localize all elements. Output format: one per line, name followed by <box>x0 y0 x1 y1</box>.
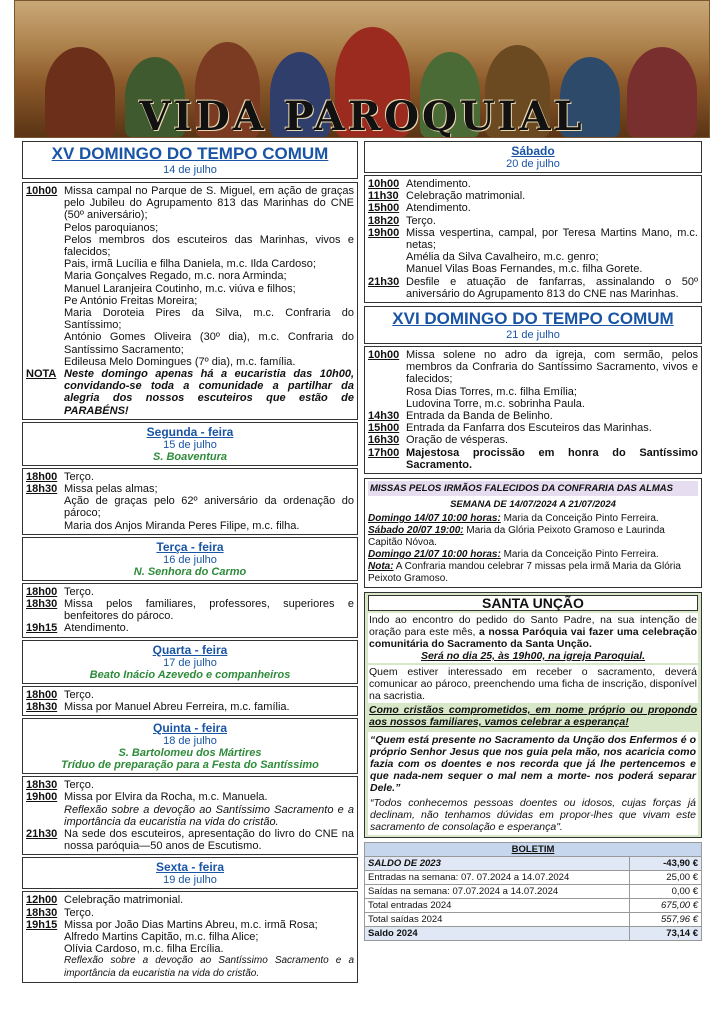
confraria-entry <box>368 525 698 549</box>
entry-label: Nota: <box>368 561 394 573</box>
boletim-title: BOLETIM <box>365 843 702 857</box>
nota-label: NOTA <box>26 368 57 381</box>
text: Missa vespertina, campal, por Teresa Martins Mano, m.c. netas; <box>406 226 698 252</box>
list-item: Pelos membros dos escuteiros das Marinhas, vivos e falecidos; <box>64 233 354 259</box>
schedule-row <box>368 178 698 190</box>
entry-label: Domingo 21/07 10:00 horas: <box>368 549 501 561</box>
time: 18h30 <box>26 483 58 496</box>
text: Terço. <box>64 906 94 919</box>
schedule-row <box>26 828 354 852</box>
schedule-row <box>26 791 354 803</box>
schedule-row <box>368 410 698 422</box>
time <box>26 804 64 828</box>
text: Desfile e atuação de fanfarras, assinalando o 50º aniversário do Agrupamento 813 do CNE nas Marinhas. <box>406 275 698 300</box>
wednesday-title: Quarta - feira <box>152 642 228 657</box>
schedule-row <box>368 227 698 251</box>
list-item: Maria Gonçalves Regado, m.c. nora Arminda; <box>64 270 287 283</box>
boletim-label: SALDO DE 2023 <box>365 857 630 871</box>
list-item: Pelos paroquianos; <box>64 221 159 234</box>
text: Entrada da Fanfarra dos Escuteiros das Marinhas. <box>406 422 652 435</box>
time: 15h00 <box>368 422 400 435</box>
confraria-entry <box>368 549 698 561</box>
confraria-week: SEMANA DE 14/07/2024 A 21/07/2024 <box>450 499 616 511</box>
boletim-label: Saídas na semana: 07.07.2024 a 14.07.2024 <box>365 885 630 899</box>
sunday-16-title: XVI DOMINGO DO TEMPO COMUM <box>392 309 674 329</box>
tuesday-schedule <box>22 583 358 638</box>
uncao-p1c: Será no dia 25, às 19h00, na igreja Paroquial. <box>420 650 646 663</box>
uncao-quote-1: “Quem está presente no Sacramento da Unção dos Enfermos é o próprio Senhor Jesus que nos guia pela mão, nos acaricia como fazia com os doentes e nos recorda que já lhe pertencemos e que nada-nem sequer o mal nem a morte- nos poderá separar Dele.” <box>370 734 696 795</box>
text: Rosa Dias Torres, m.c. filha Emília; <box>406 385 577 398</box>
sunday-15-date: 14 de julho <box>163 164 217 176</box>
text: Amélia da Silva Cavalheiro, m.c. genro; <box>406 251 599 264</box>
schedule-row <box>26 471 354 483</box>
schedule-row <box>26 598 354 622</box>
tuesday-header <box>22 537 358 581</box>
monday-date: 15 de julho <box>163 438 217 451</box>
text: Celebração matrimonial. <box>64 894 184 907</box>
boletim-row <box>365 857 702 871</box>
text: Terço. <box>64 688 94 701</box>
text: Terço. <box>64 585 94 598</box>
list-item: Pais, irmã Lucília e filha Daniela, m.c. Ilda Cardoso; <box>64 258 316 271</box>
time: 19h00 <box>368 226 400 239</box>
time: 11h30 <box>368 190 399 203</box>
text: Missa pelos familiares, professores, superiores e benfeitores do pároco. <box>64 598 354 623</box>
schedule-row <box>368 447 698 471</box>
schedule-row <box>368 276 698 300</box>
text: Missa por Elvira da Rocha, m.c. Manuela. <box>64 791 268 804</box>
text: Atendimento. <box>406 178 471 190</box>
time: 18h30 <box>26 598 58 611</box>
text: Missa solene no adro da igreja, com sermão, pelos membros da Confraria do Santíssimo Sacramento, vivos e falecidos; <box>406 349 698 386</box>
entry-label: Sábado 20/07 19:00: <box>368 525 464 537</box>
tuesday-saint: N. Senhora do Carmo <box>133 565 247 578</box>
boletim-value: -43,90 € <box>630 857 702 871</box>
uncao-p1b: a nossa Paróquia vai fazer uma celebração comunitária do Sacramento da Santa Unção. <box>369 626 698 651</box>
list-item: Manuel Laranjeira Coutinho, m.c. viúva e filhos; <box>64 282 296 295</box>
text: Missa pelas almas; <box>64 483 158 496</box>
time: 19h15 <box>26 622 58 635</box>
sunday-15-schedule <box>22 182 358 420</box>
time: 18h00 <box>26 688 58 701</box>
boletim-label: Saldo 2024 <box>365 927 630 941</box>
monday-saint: S. Boaventura <box>153 450 227 463</box>
sunday-16-schedule <box>364 346 702 474</box>
text: Celebração matrimonial. <box>406 190 526 203</box>
boletim-row <box>365 927 702 941</box>
time: 18h20 <box>368 214 400 227</box>
schedule-row <box>26 919 354 931</box>
text: Majestosa procissão em honra do Santíssimo Sacramento. <box>406 446 698 471</box>
boletim-row <box>365 871 702 885</box>
time: 15h00 <box>368 202 400 215</box>
time: 18h00 <box>26 585 58 598</box>
friday-date: 19 de julho <box>163 874 217 887</box>
schedule-row <box>368 215 698 227</box>
list-item: Edileusa Melo Domingues (7º dia), m.c. família. <box>64 355 296 368</box>
text: Alfredo Martins Capitão, m.c. filha Alice; <box>64 930 259 943</box>
text: Terço. <box>406 214 436 227</box>
text: Reflexão sobre a devoção ao Santíssimo Sacramento e a importância da eucaristia na vida do cristão. <box>64 803 354 828</box>
santa-uncao-title: SANTA UNÇÃO <box>368 595 698 611</box>
time <box>368 398 406 410</box>
sunday-16-date: 21 de julho <box>506 329 560 342</box>
schedule-row <box>26 689 354 701</box>
time: 21h30 <box>368 275 400 288</box>
saturday-title: Sábado <box>511 144 555 158</box>
thursday-title: Quinta - feira <box>152 721 227 736</box>
saturday-header <box>364 141 702 173</box>
schedule-row <box>368 349 698 386</box>
sunday-15-title: XV DOMINGO DO TEMPO COMUM <box>51 144 329 163</box>
time <box>26 955 64 979</box>
uncao-paragraph-3: Como cristãos comprometidos, em nome próprio ou propondo aos nossos familiares, vamos celebrar a esperança! <box>369 704 697 729</box>
time <box>26 520 64 532</box>
time <box>26 495 64 519</box>
time <box>26 943 64 955</box>
boletim-row <box>365 913 702 927</box>
text: Olívia Cardoso, m.c. filha Ercília. <box>64 943 224 956</box>
sunday-16-header <box>364 306 702 344</box>
banner-last-supper-image <box>14 0 710 138</box>
text: Ação de graças pelo 62º aniversário da ordenação do pároco; <box>64 495 354 520</box>
boletim-box <box>364 842 702 941</box>
text: Ludovina Torre, m.c. sobrinha Paula. <box>406 397 585 410</box>
time: 14h30 <box>368 410 400 423</box>
friday-schedule <box>22 891 358 982</box>
time <box>26 931 64 943</box>
schedule-row <box>368 251 698 263</box>
text: Entrada da Banda de Belinho. <box>406 410 553 423</box>
schedule-row <box>368 386 698 398</box>
schedule-row <box>26 701 354 713</box>
time: 17h00 <box>368 446 400 459</box>
wednesday-saint: Beato Inácio Azevedo e companheiros <box>89 668 291 681</box>
boletim-label: Total saídas 2024 <box>365 913 630 927</box>
boletim-label: Entradas na semana: 07. 07.2024 a 14.07.2024 <box>365 871 630 885</box>
boletim-value: 0,00 € <box>630 885 702 899</box>
schedule-row <box>368 202 698 214</box>
thursday-header <box>22 718 358 774</box>
confraria-entry <box>368 513 698 525</box>
schedule-row <box>26 483 354 495</box>
thursday-saint: S. Bartolomeu dos Mártires <box>118 747 262 760</box>
entry-text: Maria da Glória Peixoto Gramoso e Laurinda Capitão Nóvoa. <box>368 525 665 549</box>
time: 18h30 <box>26 906 58 919</box>
tuesday-title: Terça - feira <box>156 539 224 554</box>
boletim-value: 675,00 € <box>630 899 702 913</box>
time: 10h00 <box>368 349 400 362</box>
time: 18h30 <box>26 700 58 713</box>
schedule-row <box>26 907 354 919</box>
monday-schedule <box>22 468 358 535</box>
text: Terço. <box>64 779 94 792</box>
boletim-row <box>365 899 702 913</box>
uncao-paragraph-2: Quem estiver interessado em receber o sacramento, deverá comunicar ao pároco, preenchendo uma ficha de inscrição, disponível na sacristia. <box>369 666 697 703</box>
thursday-date: 18 de julho <box>163 735 217 748</box>
confraria-entry <box>368 561 698 585</box>
text: Terço. <box>64 470 94 483</box>
schedule-row <box>26 495 354 519</box>
entry-text: Maria da Conceição Pinto Ferreira. <box>500 513 659 525</box>
sunday-15-header <box>22 141 358 179</box>
boletim-value: 73,14 € <box>630 927 702 941</box>
schedule-row <box>26 622 354 634</box>
time <box>368 251 406 263</box>
list-item: Pe António Freitas Moreira; <box>64 294 198 307</box>
text: Manuel Vilas Boas Fernandes, m.c. filha Gorete. <box>406 263 643 276</box>
wednesday-schedule <box>22 686 358 716</box>
schedule-row <box>26 931 354 943</box>
time <box>368 386 406 398</box>
text: Oração de vésperas. <box>406 434 509 447</box>
schedule-row <box>368 434 698 446</box>
list-item: António Gomes Oliveira (30º dia), m.c. Confraria do Santíssimo Sacramento; <box>64 331 354 356</box>
time <box>368 263 406 275</box>
time: 19h00 <box>26 791 58 804</box>
tuesday-date: 16 de julho <box>163 553 217 566</box>
time: 19h15 <box>26 918 58 931</box>
text: Missa por Manuel Abreu Ferreira, m.c. família. <box>64 700 290 713</box>
time: 18h00 <box>26 470 58 483</box>
thursday-triduo: Tríduo de preparação para a Festa do Santíssimo <box>61 759 319 772</box>
confraria-box <box>364 478 702 588</box>
entry-label: Domingo 14/07 10:00 horas: <box>368 513 501 525</box>
schedule-row <box>26 520 354 532</box>
time: 18h30 <box>26 779 58 792</box>
schedule-row <box>26 804 354 828</box>
time: 12h00 <box>26 894 58 907</box>
schedule-row <box>26 586 354 598</box>
boletim-row <box>365 885 702 899</box>
text: Atendimento. <box>64 622 129 635</box>
schedule-row <box>368 190 698 202</box>
santa-uncao-box <box>364 592 702 838</box>
saturday-date: 20 de julho <box>506 158 560 170</box>
text: Na sede dos escuteiros, apresentação do livro do CNE na nossa paróquia—50 anos de Escutismo. <box>64 827 354 853</box>
friday-title: Sexta - feira <box>155 860 225 875</box>
page-title: VIDA PAROQUIAL <box>139 93 585 138</box>
schedule-row <box>368 422 698 434</box>
boletim-value: 557,96 € <box>630 913 702 927</box>
entry-text: Maria da Conceição Pinto Ferreira. <box>500 549 659 561</box>
thursday-schedule <box>22 776 358 855</box>
wednesday-header <box>22 640 358 684</box>
time: 10h00 <box>368 178 400 190</box>
uncao-quotes <box>368 732 698 835</box>
list-item: Missa campal no Parque de S. Miguel, em ação de graças pelo Jubileu do Agrupamento 813 das Marinhas do CNE (50º aniversário); <box>64 185 354 222</box>
schedule-row <box>368 398 698 410</box>
saturday-schedule <box>364 175 702 303</box>
confraria-title: MISSAS PELOS IRMÃOS FALECIDOS DA CONFRARIA DAS ALMAS <box>368 481 698 496</box>
text: Atendimento. <box>406 202 471 215</box>
wednesday-date: 17 de julho <box>163 656 217 669</box>
list-item: Maria Doroteia Pires da Silva, m.c. Confraria do Santíssimo; <box>64 307 354 332</box>
monday-header <box>22 422 358 466</box>
monday-title: Segunda - feira <box>146 424 234 439</box>
entry-text: A Confraria mandou celebrar 7 missas pela irmã Maria da Glória Peixoto Gramoso. <box>368 561 681 585</box>
time: 10h00 <box>26 185 58 197</box>
uncao-quote-2: “Todos conhecemos pessoas doentes ou idosos, cujas forças já declinam, não tenhamos dúvidas em propor-lhes que vivam este sacramento de consolação e esperança". <box>370 797 696 834</box>
schedule-row <box>26 894 354 906</box>
schedule-row <box>26 779 354 791</box>
boletim-value: 25,00 € <box>630 871 702 885</box>
text: Reflexão sobre a devoção ao Santíssimo Sacramento e a importância da eucaristia na vida do cristão. <box>64 955 354 979</box>
nota-text: Neste domingo apenas há a eucaristia das 10h00, convidando-se toda a comunidade a partilhar da alegria dos nossos escuteiros que estão de PARABÉNS! <box>64 368 354 417</box>
schedule-row <box>26 955 354 979</box>
friday-header <box>22 857 358 889</box>
uncao-p1a: Indo ao encontro do pedido do Santo Padre, na sua intenção de oração para este mês, <box>369 614 697 639</box>
boletim-label: Total entradas 2024 <box>365 899 630 913</box>
time: 16h30 <box>368 434 400 447</box>
schedule-row <box>368 263 698 275</box>
time: 21h30 <box>26 827 58 840</box>
schedule-row <box>26 943 354 955</box>
uncao-paragraph-1 <box>368 613 698 663</box>
text: Missa por João Dias Martins Abreu, m.c. irmã Rosa; <box>64 918 318 931</box>
text: Maria dos Anjos Miranda Peres Filipe, m.c. filha. <box>64 519 300 532</box>
